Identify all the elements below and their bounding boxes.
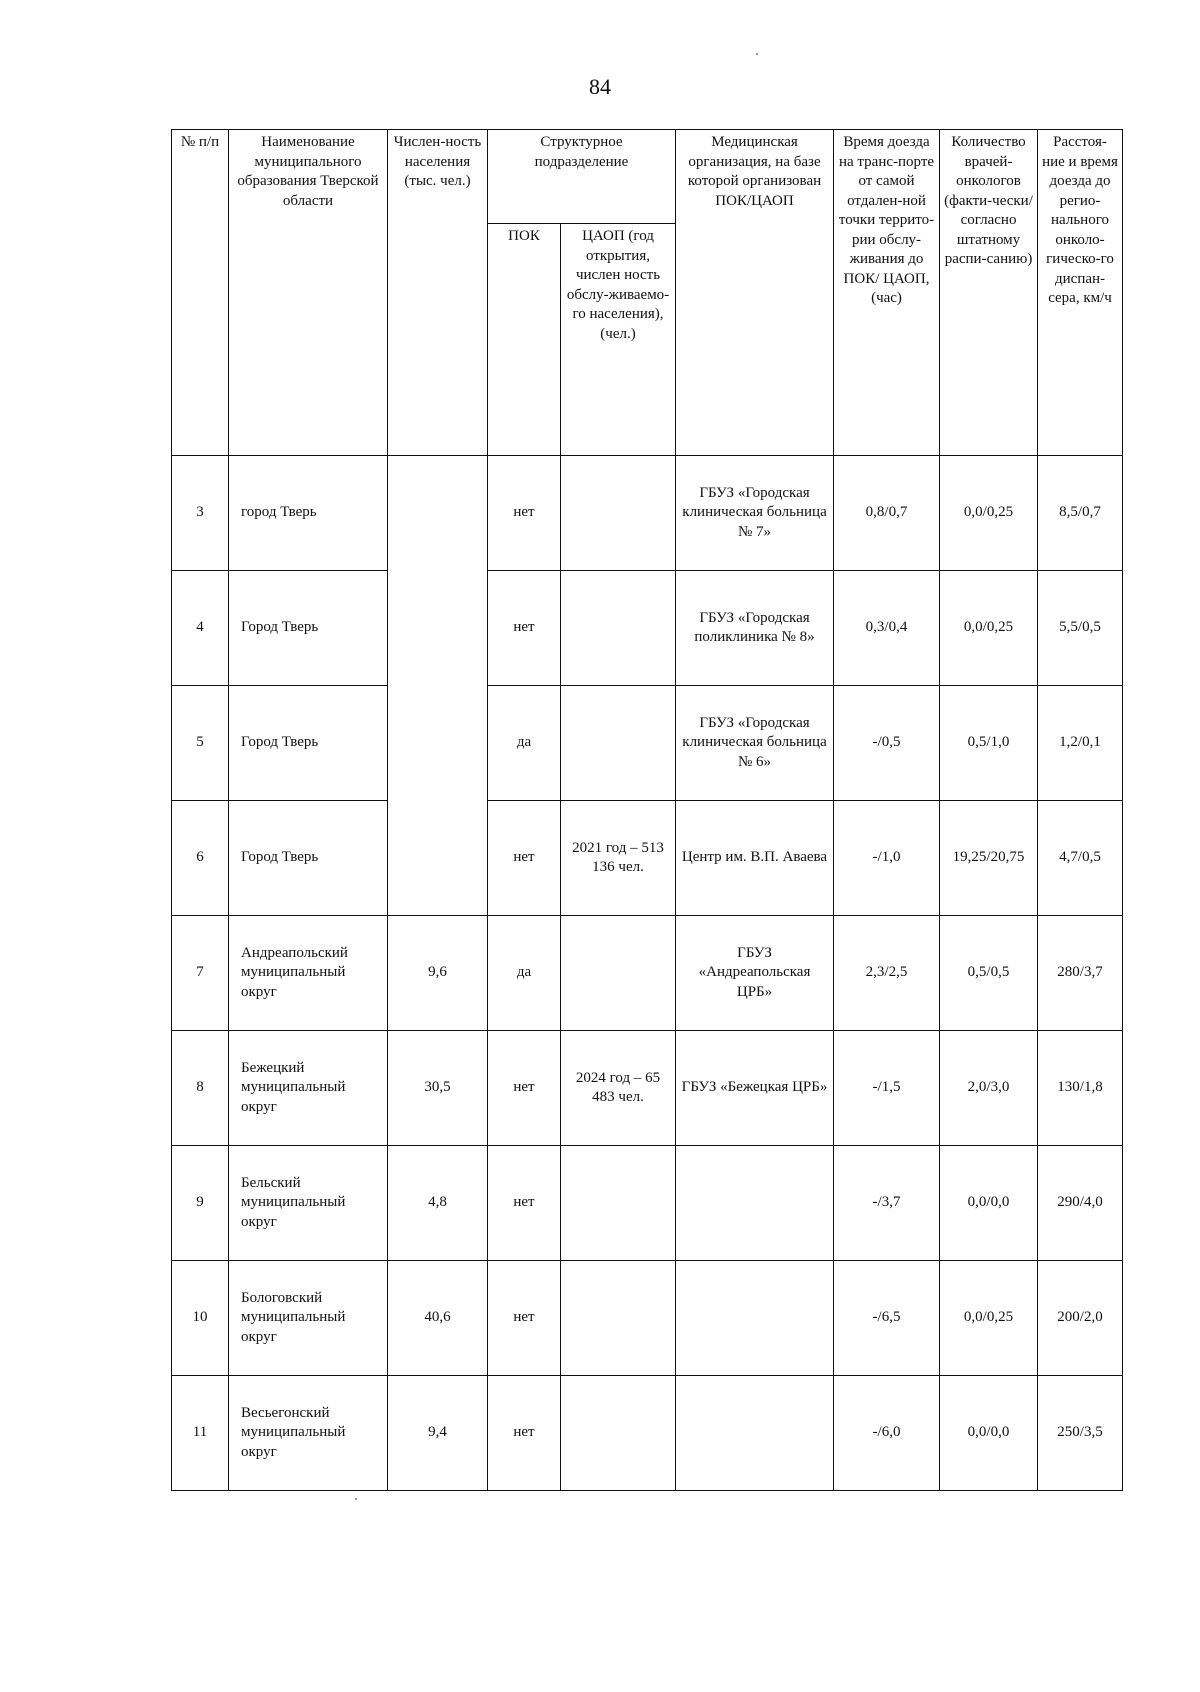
header-distance: Расстоя-ние и время доезда до регио-нального онколо-гическо-го диспан-сера, км/ч [1038,130,1123,456]
header-org: Медицинская организация, на базе которой организован ПОК/ЦАОП [676,130,834,456]
table-row [172,456,1123,571]
row-oncologists: 19,25/20,75 [940,801,1038,916]
table-row [172,1376,1123,1491]
row-name: Бологовский муниципальный округ [229,1261,388,1376]
oncology-table [171,129,1123,1491]
row-caop [561,1146,676,1261]
table-row [172,1146,1123,1261]
row-distance: 5,5/0,5 [1038,571,1123,686]
row-caop [561,916,676,1031]
row-caop [561,571,676,686]
row-oncologists: 2,0/3,0 [940,1031,1038,1146]
row-oncologists: 0,0/0,25 [940,456,1038,571]
row-pok: нет [488,1376,561,1491]
row-distance: 280/3,7 [1038,916,1123,1031]
row-org: ГБУЗ «Бежецкая ЦРБ» [676,1031,834,1146]
row-num: 4 [172,571,229,686]
header-time: Время доезда на транс-порте от самой отдален-ной точки террито-рии обслу-живания до ПОК/ ЦАОП, (час) [834,130,940,456]
row-name: Бельский муниципальный округ [229,1146,388,1261]
row-pok: да [488,916,561,1031]
row-caop [561,1261,676,1376]
row-num: 7 [172,916,229,1031]
row-name: Город Тверь [229,686,388,801]
row-pok: нет [488,571,561,686]
row-time: 2,3/2,5 [834,916,940,1031]
row-org: ГБУЗ «Андреапольская ЦРБ» [676,916,834,1031]
row-time: -/1,0 [834,801,940,916]
row-time: -/6,5 [834,1261,940,1376]
row-time: -/6,0 [834,1376,940,1491]
row-time: -/0,5 [834,686,940,801]
row-name: Город Тверь [229,801,388,916]
row-oncologists: 0,0/0,0 [940,1376,1038,1491]
row-name: город Тверь [229,456,388,571]
row-time: 0,3/0,4 [834,571,940,686]
row-caop: 2021 год – 513 136 чел. [561,801,676,916]
row-name: Андреапольский муниципальный округ [229,916,388,1031]
header-caop: ЦАОП (год открытия, числен ность обслу-живаемо-го населения), (чел.) [561,224,676,456]
row-caop [561,686,676,801]
row-pok: да [488,686,561,801]
row-population: 9,4 [388,1376,488,1491]
row-num: 5 [172,686,229,801]
row-oncologists: 0,0/0,25 [940,571,1038,686]
row-distance: 1,2/0,1 [1038,686,1123,801]
row-population: 4,8 [388,1146,488,1261]
row-population: 40,6 [388,1261,488,1376]
row-distance: 290/4,0 [1038,1146,1123,1261]
row-pok: нет [488,1146,561,1261]
table-row [172,1031,1123,1146]
header-num: № п/п [172,130,229,456]
row-distance: 200/2,0 [1038,1261,1123,1376]
row-population: 30,5 [388,1031,488,1146]
row-oncologists: 0,5/1,0 [940,686,1038,801]
row-org [676,1376,834,1491]
row-org [676,1146,834,1261]
row-time: -/3,7 [834,1146,940,1261]
row-num: 8 [172,1031,229,1146]
row-oncologists: 0,0/0,25 [940,1261,1038,1376]
row-caop [561,1376,676,1491]
row-distance: 130/1,8 [1038,1031,1123,1146]
row-caop [561,456,676,571]
row-population-merged [388,456,488,916]
row-time: 0,8/0,7 [834,456,940,571]
row-oncologists: 0,0/0,0 [940,1146,1038,1261]
table-row [172,571,1123,686]
row-num: 6 [172,801,229,916]
row-name: Бежецкий муниципальный округ [229,1031,388,1146]
row-org [676,1261,834,1376]
row-num: 9 [172,1146,229,1261]
scan-speck [355,1498,357,1500]
row-org: ГБУЗ «Городская клиническая больница № 6» [676,686,834,801]
row-distance: 4,7/0,5 [1038,801,1123,916]
row-num: 3 [172,456,229,571]
row-population: 9,6 [388,916,488,1031]
row-distance: 8,5/0,7 [1038,456,1123,571]
header-row [172,130,1123,224]
table-row [172,916,1123,1031]
table-row [172,686,1123,801]
row-num: 10 [172,1261,229,1376]
header-oncologists: Количество врачей-онкологов (факти-чески/ согласно штатному распи-санию) [940,130,1038,456]
row-pok: нет [488,1261,561,1376]
row-name: Город Тверь [229,571,388,686]
row-caop: 2024 год – 65 483 чел. [561,1031,676,1146]
scan-speck [756,53,758,55]
row-distance: 250/3,5 [1038,1376,1123,1491]
row-org: ГБУЗ «Городская поликлиника № 8» [676,571,834,686]
row-pok: нет [488,1031,561,1146]
page-number: 84 [589,74,611,99]
row-org: ГБУЗ «Городская клиническая больница № 7» [676,456,834,571]
header-name: Наименование муниципального образования Тверской области [229,130,388,456]
table-row [172,801,1123,916]
row-pok: нет [488,801,561,916]
header-division: Структурное подразделение [488,130,676,224]
row-time: -/1,5 [834,1031,940,1146]
row-name: Весьегонский муниципальный округ [229,1376,388,1491]
row-num: 11 [172,1376,229,1491]
row-pok: нет [488,456,561,571]
table-row [172,1261,1123,1376]
header-pok: ПОК [488,224,561,456]
row-oncologists: 0,5/0,5 [940,916,1038,1031]
header-population: Числен-ность населения (тыс. чел.) [388,130,488,456]
row-org: Центр им. В.П. Аваева [676,801,834,916]
